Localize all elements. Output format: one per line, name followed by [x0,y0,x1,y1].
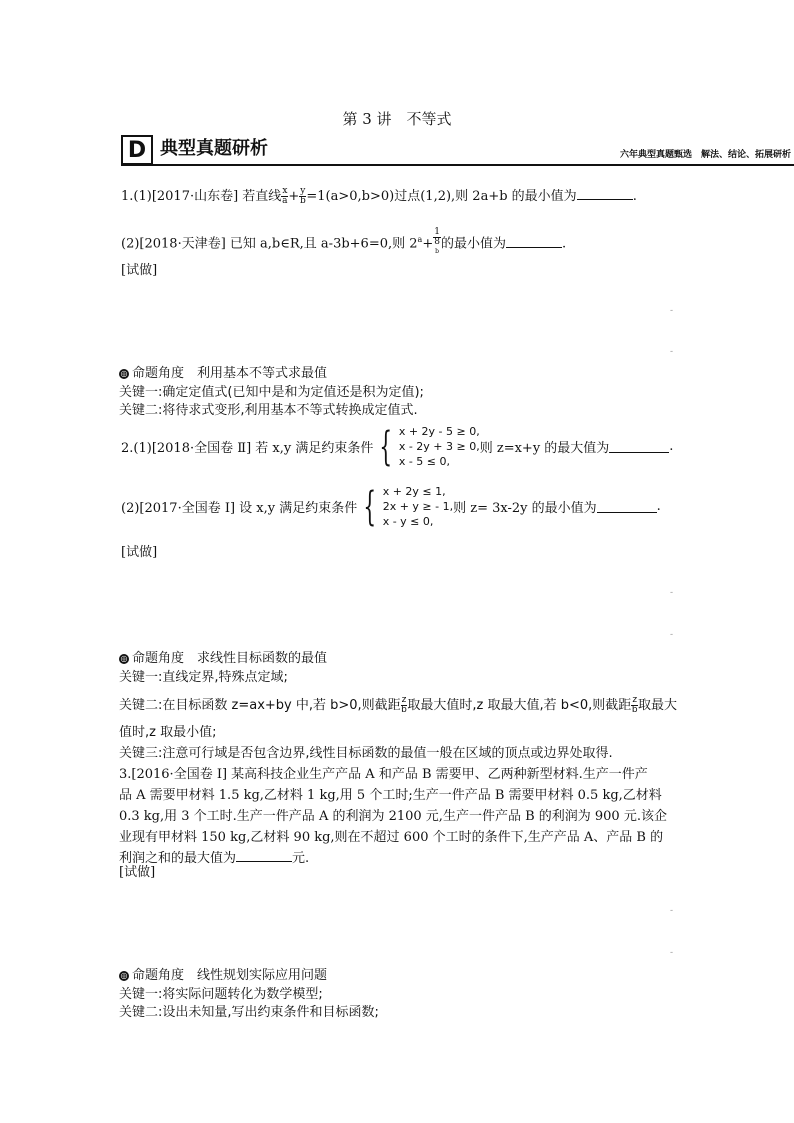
q2a-prefix: 2.(1)[2018·全国卷 Ⅱ] 若 x,y 满足约束条件 [121,441,374,456]
answer-blank[interactable] [506,235,562,248]
key-point: 关键二:将待求式变形,利用基本不等式转换成定值式. [119,403,418,418]
q1b-prefix: (2)[2018·天津卷] 已知 a,b∈R,且 a-3b+6=0,则 2 [121,236,418,252]
question-2-part-2: (2)[2017·全国卷 Ⅰ] 设 x,y 满足约束条件 { x + 2y ≤ 1, 2x + y ≥ - 1, x - y ≤ 0, 则 z= 3x-2y 的最小值为 . [121,483,661,530]
section-letter-badge: D [121,135,153,165]
q2b-prefix: (2)[2017·全国卷 Ⅰ] 设 x,y 满足约束条件 [121,501,358,516]
q2b-rest: 则 z= 3x-2y 的最小值为 [453,501,597,516]
target-icon: ◎ [120,653,128,663]
left-brace: { [379,423,393,470]
answer-blank[interactable] [236,849,292,862]
key-point: 关键二:设出未知量,写出约束条件和目标函数; [119,1005,379,1020]
question-3-line: 利润之和的最大值为 元. [119,851,310,866]
key-point: 关键一:将实际问题转化为数学模型; [119,987,323,1002]
left-brace: { [363,483,377,530]
answer-blank[interactable] [597,500,657,513]
constraint-system: x + 2y ≤ 1, 2x + y ≥ - 1, x - y ≤ 0, [382,485,454,528]
margin-mark: - [670,306,674,316]
target-icon: ◎ [120,368,128,378]
constraint-system: x + 2y - 5 ≥ 0, x - 2y + 3 ≥ 0, x - 5 ≤ 0, [398,425,480,468]
proposition-angle-2: ◎ 命题角度 求线性目标函数的最值 [120,651,328,666]
question-3-line: 3.[2016·全国卷 Ⅰ] 某高科技企业生产产品 A 和产品 B 需要甲、乙两种新型材料.生产一件产 [119,767,648,782]
key-point: 关键三:注意可行域是否包含边界,线性目标函数的最值一般在区域的顶点或边界处取得. [119,746,613,761]
try-label-1: [试做] [121,263,158,278]
margin-mark: - [670,948,674,958]
margin-mark: - [670,588,674,598]
section-heading: 典型真题研析 [160,138,268,159]
key-point: 关键二:在目标函数 z=ax+by 中,若 b>0,则截距 $\frac{z}{b}$ 取最大值时,z 取最大值,若 b<0,则截距 $\frac{z}{b}$ 取最大 [119,695,678,715]
fraction-1-over-8b: 1 8 $^b$ [434,227,440,255]
fraction-z-over-b: $\frac{z}{b}$ [631,695,638,715]
q1a-rest: =1(a>0,b>0)过点(1,2),则 2a+b 的最小值为 [306,189,577,204]
q1a-prefix: 1.(1)[2017·山东卷] 若直线 [121,189,282,204]
key-point: 关键一:直线定界,特殊点定域; [119,670,288,685]
target-icon: ◎ [120,970,128,980]
try-label-2: [试做] [121,545,158,560]
question-3-line: 0.3 kg,用 3 个工时.生产一件产品 A 的利润为 2100 元,生产一件产品 B 的利润为 900 元.该企 [119,809,667,824]
question-3-line: 业现有甲材料 150 kg,乙材料 90 kg,则在不超过 600 个工时的条件下,生产产品 A、产品 B 的 [119,830,664,845]
key-point: 值时,z 取最小值; [119,725,217,740]
try-label-3: [试做] [119,865,156,880]
answer-blank[interactable] [609,440,669,453]
question-1-part-1: 1.(1)[2017·山东卷] 若直线 $\frac{x}{a}$ + $\frac{y}{b}$ =1(a>0,b>0)过点(1,2),则 2a+b 的最小值为 . [121,186,637,206]
q2a-rest: 则 z=x+y 的最大值为 [479,441,610,456]
margin-mark: - [670,630,674,640]
margin-mark: - [670,347,674,357]
q1b-rest: 的最小值为 [440,236,506,252]
proposition-angle-1: ◎ 命题角度 利用基本不等式求最值 [120,366,328,381]
section-subtitle: 六年典型真题甄选 解法、结论、拓展研析 [620,150,792,160]
answer-blank[interactable] [577,187,633,200]
question-1-part-2: (2)[2018·天津卷] 已知 a,b∈R,且 a-3b+6=0,则 $2^a+$ 1 8 $^b$ 的最小值为 . [121,228,566,260]
fraction-x-over-a: $\frac{x}{a}$ [282,186,288,206]
proposition-angle-3: ◎ 命题角度 线性规划实际应用问题 [120,968,328,983]
margin-mark: - [670,906,674,916]
question-3-line: 品 A 需要甲材料 1.5 kg,乙材料 1 kg,用 5 个工时;生产一件产品 B 需要甲材料 0.5 kg,乙材料 [119,788,662,803]
fraction-y-over-b: $\frac{y}{b}$ [299,186,306,206]
section-divider [121,164,794,166]
fraction-z-over-b: $\frac{z}{b}$ [401,695,407,715]
key-point: 关键一:确定定值式(已知中是和为定值还是积为定值); [119,385,424,400]
question-2-part-1: 2.(1)[2018·全国卷 Ⅱ] 若 x,y 满足约束条件 { x + 2y - 5 ≥ 0, x - 2y + 3 ≥ 0, x - 5 ≤ 0, 则 z=x+y 的最大值为 . [121,423,674,470]
page-title: 第 3 讲 不等式 [342,110,452,128]
